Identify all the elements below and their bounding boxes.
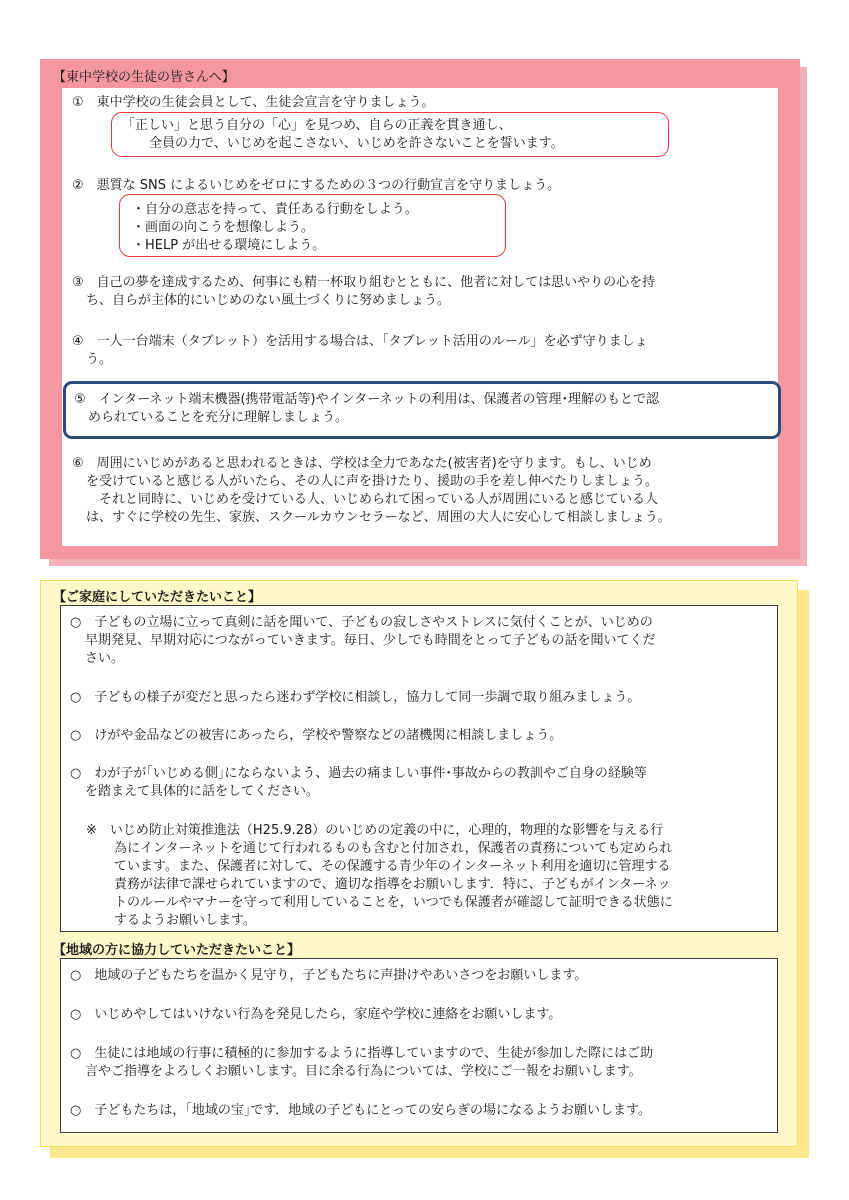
- sns-declaration-line: ・HELP が出せる環境にしよう。: [132, 238, 326, 253]
- community-item-3: ○ 生徒には地域の行事に積極的に参加するように指導していますので、生徒が参加した際にはご助: [70, 1046, 654, 1061]
- students-item-5: ⑤ インターネット端末機器(携帯電話等)やインターネットの利用は、保護者の管理･理解のもとで認: [74, 392, 659, 407]
- students-item-6: それと同時に、いじめを受けている人、いじめられて困っている人が周囲にいると感じている人: [86, 492, 659, 507]
- families-heading: 【ご家庭にしていただきたいこと】: [53, 590, 262, 605]
- students-item-3: ③ 自己の夢を達成するため、何事にも精一杯取り組むとともに、他者に対しては思いやりの心を持: [72, 275, 656, 290]
- families-item-1: さい。: [85, 651, 125, 666]
- sns-declaration-line: ・画面の向こうを想像しよう。: [132, 220, 315, 235]
- families-note: ています。また、保護者に対して、その保護する青少年のインターネット利用を適切に管理する: [114, 859, 671, 874]
- community-heading: 【地域の方に協力していただきたいこと】: [53, 943, 301, 958]
- pledge-line: 「正しい」と思う自分の「心」を見つめ、自らの正義を貫き通し、: [122, 118, 512, 133]
- families-item-4: ○ わが子が｢いじめる側｣にならないよう、過去の痛ましい事件･事故からの教訓やご自身の経験等: [70, 766, 647, 781]
- students-item-6: は、すぐに学校の先生、家族、スクールカウンセラーなど、周囲の大人に安心して相談しましょう。: [86, 510, 671, 525]
- students-item-1: ① 東中学校の生徒会員として、生徒会宣言を守りましょう。: [72, 95, 435, 110]
- students-item-5: められていることを充分に理解しましょう。: [88, 410, 349, 425]
- families-note: するようお願いします。: [114, 913, 256, 928]
- students-item-6: を受けていると感じる人がいたら、その人に声を掛けたり、援助の手を差し伸べたりしましょう。: [86, 474, 659, 489]
- families-item-1: 早期発見、早期対応につながっていきます。毎日、少しでも時間をとって子どもの話を聞いてくだ: [85, 633, 656, 648]
- families-note: 責務が法律で課せられていますので、適切な指導をお願いします．特に、子どもがインターネッ: [114, 877, 671, 892]
- families-item-1: ○ 子どもの立場に立って真剣に話を聞いて、子どもの寂しさやストレスに気付くことが、いじめの: [70, 615, 653, 630]
- community-item-2: ○ いじめやしてはいけない行為を発見したら，家庭や学校に連絡をお願いします。: [70, 1007, 562, 1022]
- community-item-4: ○ 子どもたちは，｢地域の宝｣です．地域の子どもにとっての安らぎの場になるようお願いします。: [70, 1103, 652, 1118]
- students-heading: 【東中学校の生徒の皆さんへ】: [53, 70, 235, 85]
- students-item-2: ② 悪質な SNS によるいじめをゼロにするための３つの行動宣言を守りましょう。: [72, 178, 561, 193]
- families-item-4: を踏まえて具体的に話をしてください。: [85, 784, 320, 799]
- families-item-3: ○ けがや金品などの被害にあったら，学校や警察などの諸機関に相談しましょう。: [70, 728, 563, 743]
- families-note: ※ いじめ防止対策推進法（H25.9.28）のいじめの定義の中に，心理的，物理的な影響を与える行: [86, 823, 664, 838]
- students-item-3: ち、自らが主体的にいじめのない風土づくりに努めましょう。: [86, 293, 451, 308]
- families-note: 為にインターネットを通じて行われるものも含むと付加され，保護者の責務についても定められ: [114, 841, 673, 856]
- students-item-4: う。: [86, 352, 113, 367]
- community-item-3: 言やご指導をよろしくお願いします。目に余る行為については、学校にご一報をお願いします。: [85, 1064, 642, 1079]
- pledge-line: 全員の力で、いじめを起こさない、いじめを許さないことを誓います。: [149, 136, 564, 151]
- students-item-4: ④ 一人一台端末（タブレット）を活用する場合は、「タブレット活用のルール」を必ず守りましょ: [72, 334, 648, 349]
- families-item-2: ○ 子どもの様子が変だと思ったら迷わず学校に相談し，協力して同一歩調で取り組みましょう。: [70, 690, 641, 705]
- community-item-1: ○ 地域の子どもたちを温かく見守り，子どもたちに声掛けやあいさつをお願いします。: [70, 968, 588, 983]
- families-note: トのルールやマナーを守って利用していることを，いつでも保護者が確認して証明できる状態に: [114, 895, 673, 910]
- students-item-6: ⑥ 周囲にいじめがあると思われるときは、学校は全力であなた(被害者)を守ります。もし、いじめ: [72, 456, 652, 471]
- sns-declaration-line: ・自分の意志を持って、責任ある行動をしよう。: [132, 202, 418, 217]
